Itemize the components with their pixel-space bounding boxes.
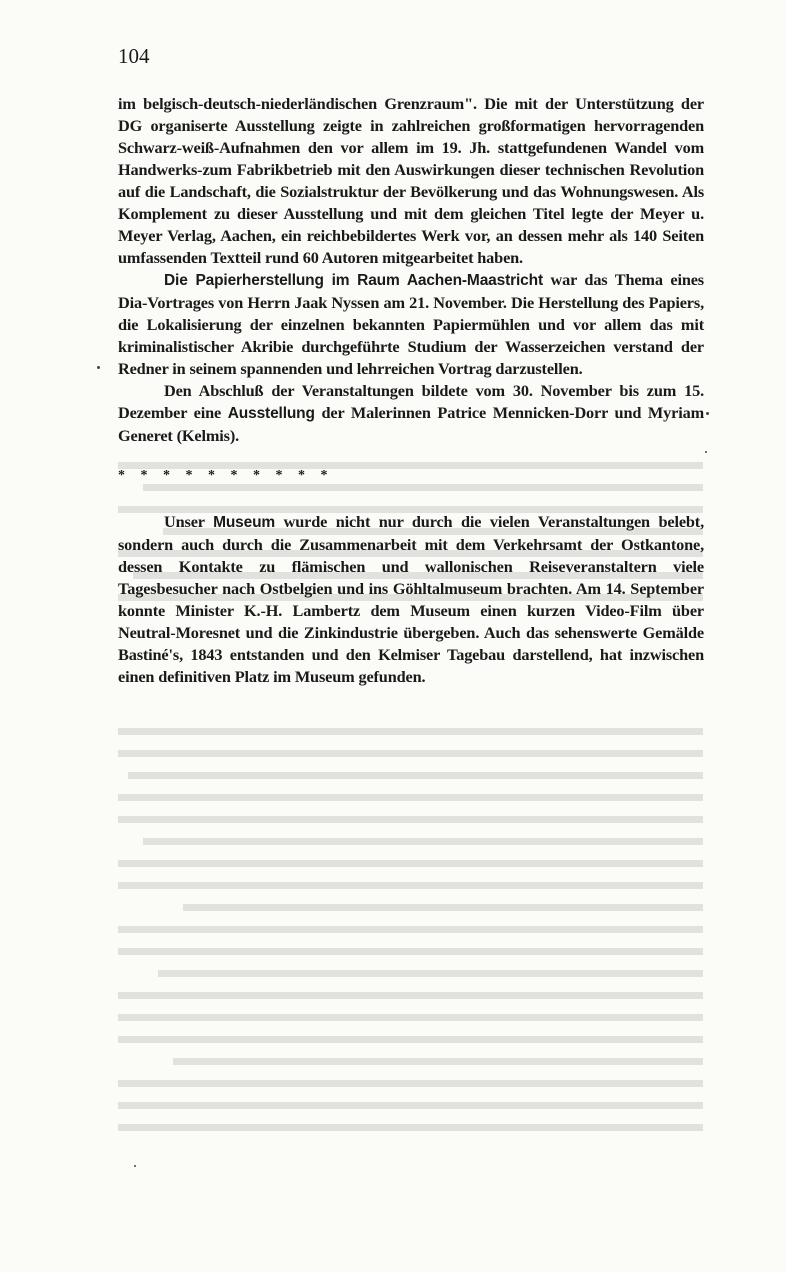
- paragraph-paper-lecture: [118, 269, 704, 380]
- scan-speck: [706, 412, 709, 415]
- paragraph-continuation: im belgisch-deutsch-niederländischen Grenzraum". Die mit der Unterstützung der DG organiserte Ausstellung zeigte in zahlreichen großformatigen hervorragenden Schwarz-weiß-Aufnahmen den vor allem im 19. Jh. stattgefundenen Wandel vom Handwerks-zum Fabrikbetrieb mit den Auswirkungen dieser technischen Revolution auf die Landschaft, die Sozialstruktur der Bevölkerung und das Wohnungswesen. Als Komplement zu dieser Ausstellung und mit dem gleichen Titel legte der Meyer u. Meyer Verlag, Aachen, ein reichbebildertes Werk vor, an dessen mehr als 140 Seiten umfassenden Textteil rund 60 Autoren mitgearbeitet haben.: [118, 94, 704, 267]
- exhibition-emphasis: Ausstellung: [227, 405, 315, 422]
- body-text: [118, 93, 704, 688]
- museum-text-before: Unser: [164, 512, 214, 531]
- exhibition-text-after: der Malerinnen Patrice Mennicken-Dorr und Myriam Generet (Kelmis).: [118, 403, 704, 445]
- paper-lecture-heading: Die Papierherstellung im Raum Aachen-Maastricht: [164, 272, 543, 289]
- exhibition-text-before: Den Abschluß der Veranstaltungen bildete vom 30. November bis zum 15. Dezember eine: [118, 381, 704, 422]
- scan-speck: [705, 451, 707, 453]
- paragraph-museum: [118, 511, 704, 688]
- paper-lecture-text: war das Thema eines Dia-Vortrages von Herrn Jaak Nyssen am 21. November. Die Herstellung des Papiers, die Lokalisierung der einzelnen bekannten Papiermühlen und vor allem das mit kriminalistischer Akribie durchgeführte Studium der Wasserzeichen verstand der Redner in seinem spannenden und lehrreichen Vortrag darzustellen.: [118, 270, 704, 378]
- museum-text-after: wurde nicht nur durch die vielen Veranstaltungen belebt, sondern auch durch die Zusammenarbeit mit dem Verkehrsamt der Ostkantone, dessen Kontakte zu flämischen und wallonischen Reiseveranstaltern viele Tagesbesucher nach Ostbelgien und ins Göhltalmuseum brachten. Am 14. September konnte Minister K.-H. Lambertz dem Museum einen kurzen Video-Film über Neutral-Moresnet und die Zinkindustrie übergeben. Auch das sehenswerte Gemälde Bastiné's, 1843 entstanden und den Kelmiser Tagebau darstellend, hat inzwischen einen definitiven Platz im Museum gefunden.: [118, 512, 704, 686]
- scan-speck: [97, 366, 100, 369]
- paragraph-exhibition: [118, 380, 704, 447]
- page-number: 104: [118, 44, 150, 68]
- section-separator: * * * * * * * * * *: [118, 468, 334, 483]
- scan-speck: [134, 1165, 136, 1167]
- museum-emphasis: Museum: [213, 514, 276, 531]
